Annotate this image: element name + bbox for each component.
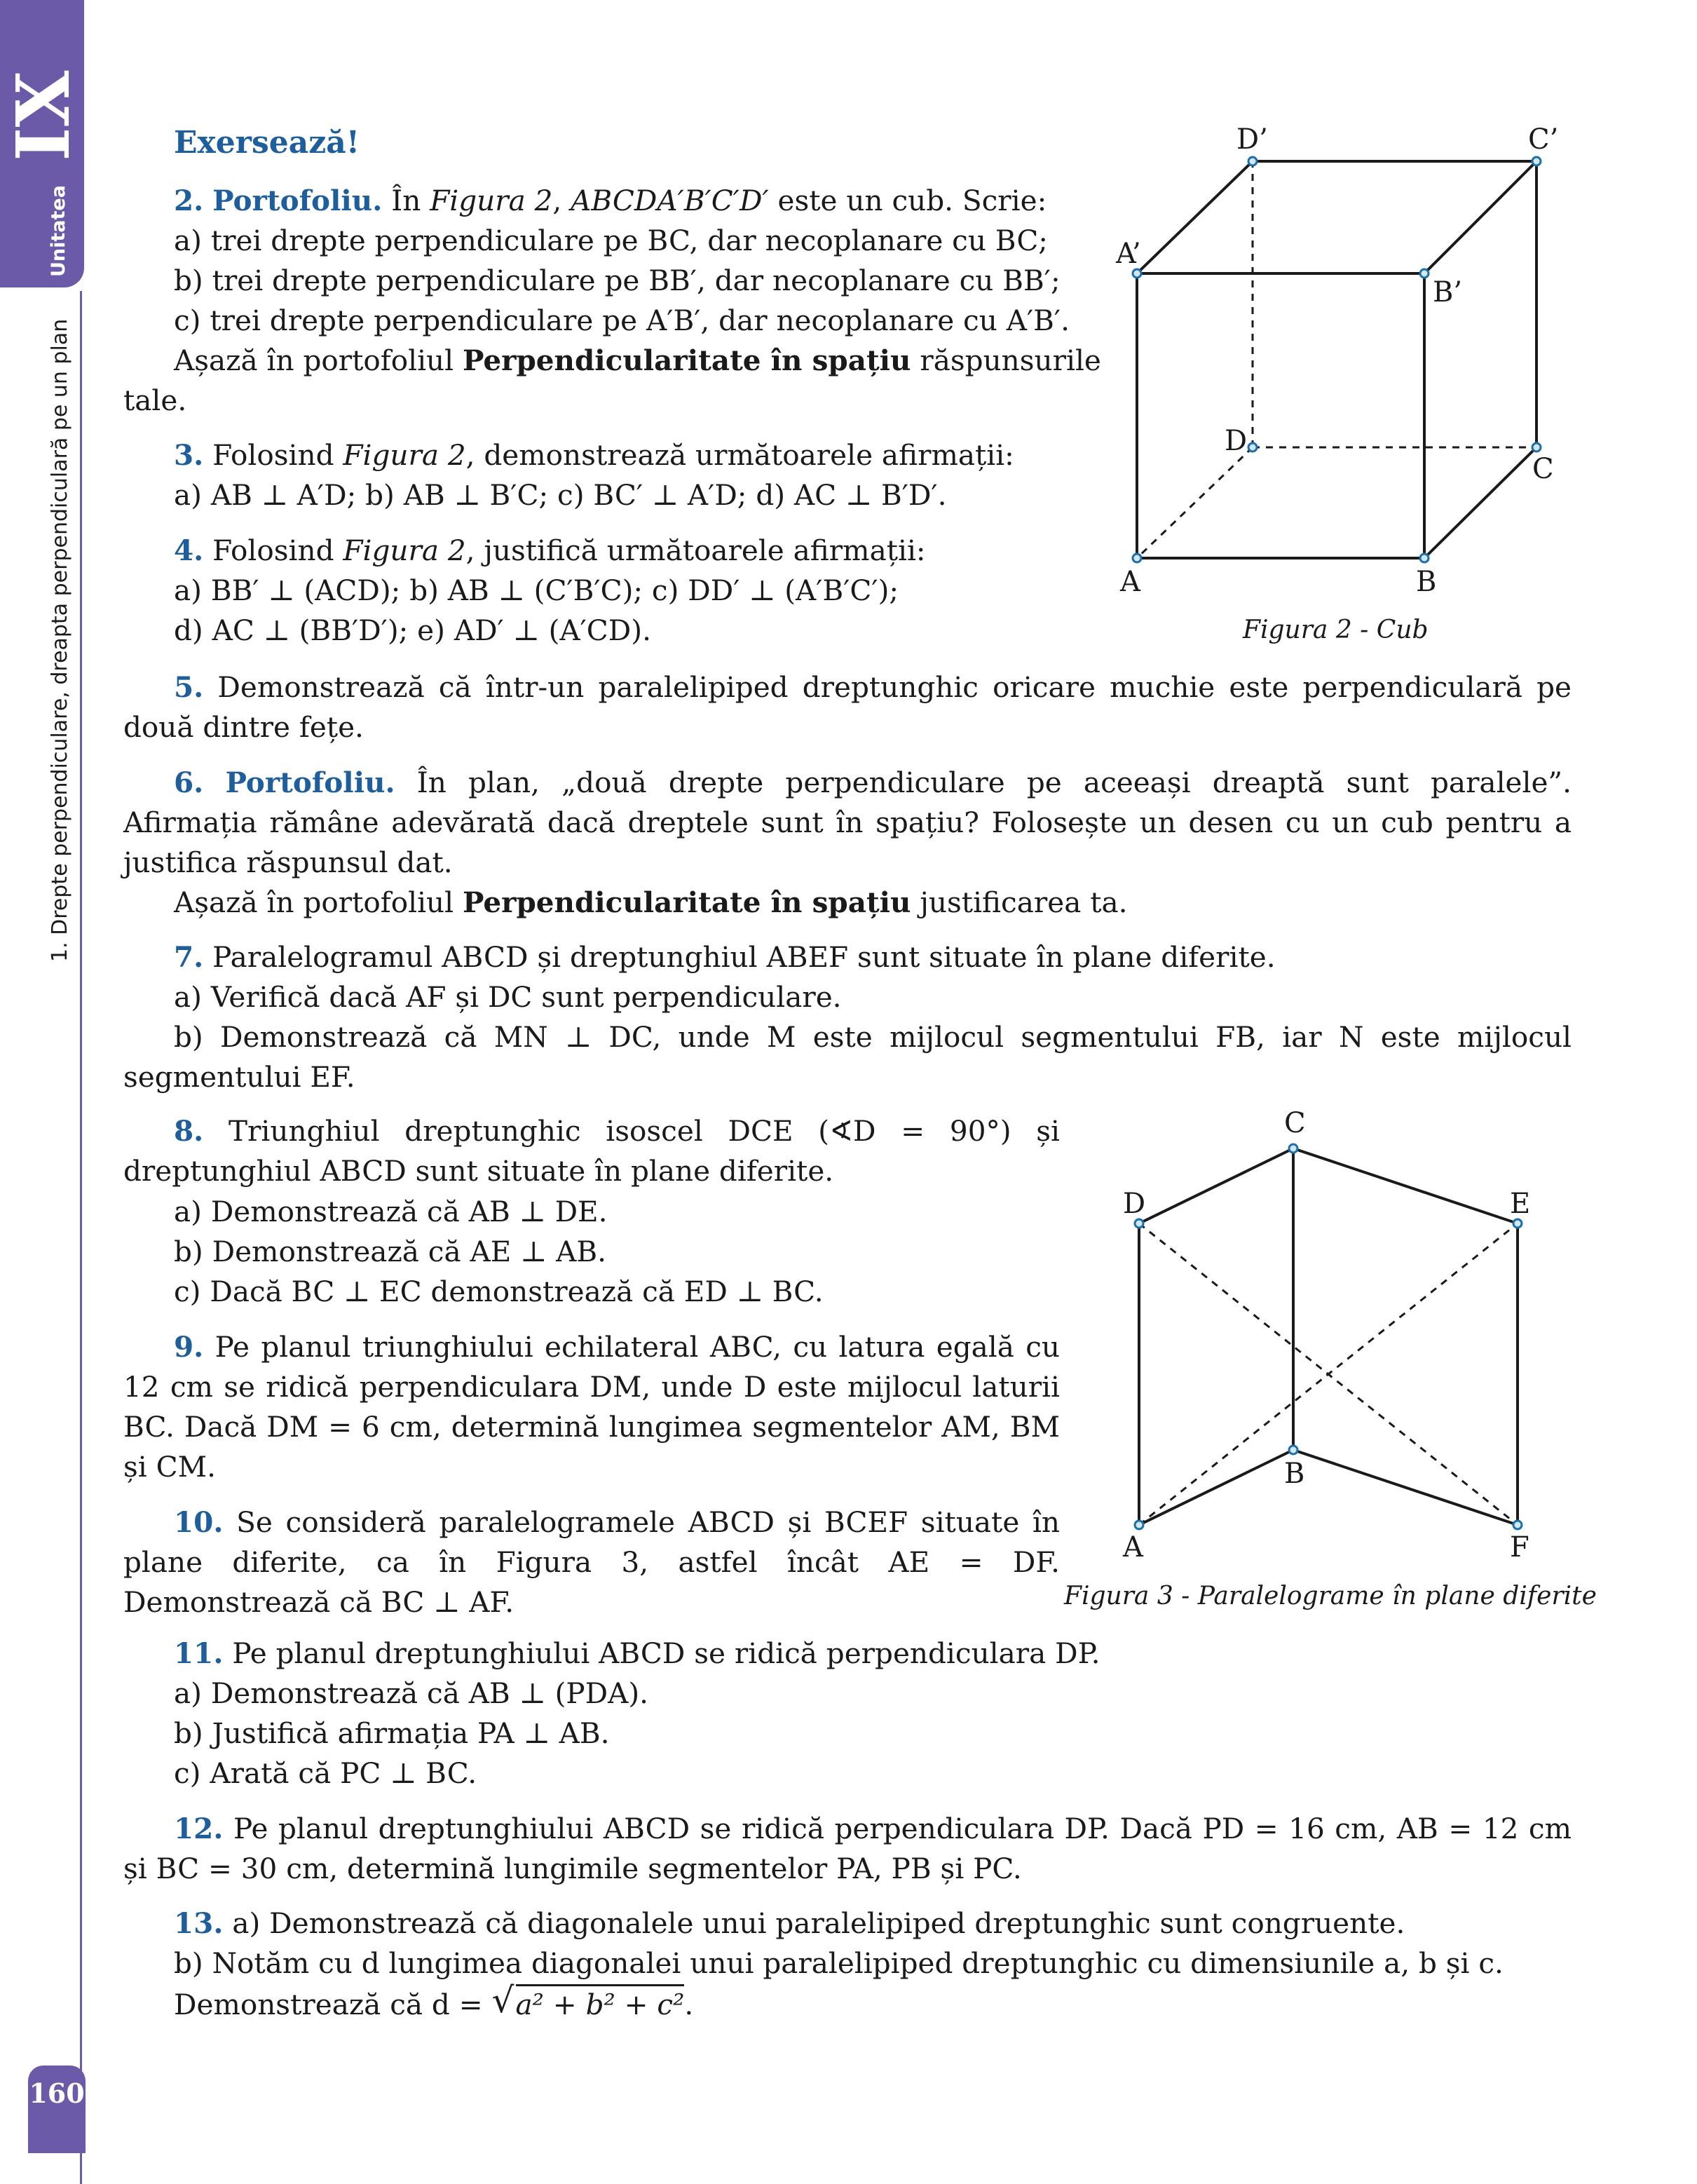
- exercise-number: 2.: [174, 184, 204, 217]
- vertex-b: [1420, 554, 1429, 562]
- vertex-c: [1289, 1144, 1297, 1153]
- section-heading: Exersează!: [174, 125, 360, 161]
- label-c: C: [1532, 453, 1554, 485]
- exercise-9: 9. Pe planul triunghiului echilateral ABC, cu latura egală cu 12 cm se ridică perpendiculara DM, unde D este mijlocul laturii BC. Dacă DM = 6 cm, determină lungimea segmentelor AM, BM și CM.: [123, 1330, 1060, 1484]
- unit-number: IX: [0, 70, 86, 161]
- exercise-8-intro: 8. Triunghiul dreptunghic isoscel DCE (∢D = 90°) și dreptunghiul ABCD sunt situate în plane diferite.: [123, 1114, 1060, 1188]
- label-d1: D’: [1236, 123, 1268, 156]
- square-root: √ a² + b² + c²: [491, 1980, 685, 2021]
- figure-2-caption: Figura 2 - Cub: [1243, 616, 1429, 644]
- label-f: F: [1510, 1531, 1529, 1564]
- figure-2-cube: [1100, 112, 1591, 659]
- label-c: C: [1284, 1107, 1306, 1139]
- exercise-8-item-c: c) Dacă BC ⊥ EC demonstrează că ED ⊥ BC.: [174, 1275, 824, 1308]
- exercise-8-item-b: b) Demonstrează că AE ⊥ AB.: [174, 1235, 607, 1268]
- exercise-2-note-end: tale.: [123, 384, 187, 417]
- vertex-b1: [1420, 269, 1429, 278]
- unit-label: Unitatea: [48, 185, 69, 277]
- exercise-3-intro: 3. Folosind Figura 2, demonstrează următoarele afirmații:: [174, 438, 1014, 472]
- vertex-f: [1513, 1521, 1522, 1529]
- vertex-d: [1248, 443, 1257, 452]
- label-c1: C’: [1528, 123, 1559, 156]
- vertex-a: [1135, 1521, 1143, 1529]
- exercise-11-item-a: a) Demonstrează că AB ⊥ (PDA).: [174, 1676, 649, 1710]
- figure-3-parallelograms: [1093, 1101, 1556, 1578]
- portfolio-label: Portofoliu.: [212, 184, 383, 217]
- vertex-e: [1513, 1219, 1522, 1228]
- figure-reference: Figura 2: [430, 184, 553, 217]
- label-a: A: [1123, 1531, 1143, 1564]
- exercise-2-portfolio-note: Așază în portofoliul Perpendicularitate în spațiu răspunsurile: [174, 344, 1101, 377]
- label-b: B: [1284, 1458, 1305, 1490]
- figure-3-caption: Figura 3 - Paralelograme în plane diferite: [1064, 1582, 1597, 1610]
- exercise-13-item-a: 13. a) Demonstrează că diagonalele unui paralelipiped dreptunghic sunt congruente.: [174, 1906, 1405, 1940]
- edge-ad-hidden: [1137, 447, 1253, 558]
- label-b1: B’: [1433, 276, 1463, 308]
- exercise-7-item-a: a) Verifică dacă AF și DC sunt perpendiculare.: [174, 980, 842, 1014]
- label-a1: A’: [1116, 238, 1141, 270]
- edge-b1c1: [1424, 161, 1536, 273]
- exercise-6-portfolio-note: Așază în portofoliul Perpendicularitate în spațiu justificarea ta.: [174, 886, 1128, 919]
- exercise-4-line-1: a) BB′ ⊥ (ACD); b) AB ⊥ (C′B′C); c) DD′ ⊥ (A′B′C′);: [174, 574, 899, 607]
- exercise-7-item-b: b) Demonstrează că MN ⊥ DC, unde M este mijlocul segmentului FB, iar N este mijlocul segmentului EF.: [123, 1020, 1572, 1094]
- edge-bc: [1424, 447, 1536, 558]
- exercise-8-item-a: a) Demonstrează că AB ⊥ DE.: [174, 1195, 608, 1228]
- exercise-4-intro: 4. Folosind Figura 2, justifică următoarele afirmații:: [174, 534, 926, 567]
- vertex-a1: [1133, 269, 1141, 278]
- exercise-11-item-c: c) Arată că PC ⊥ BC.: [174, 1756, 477, 1790]
- exercise-2-item-a: a) trei drepte perpendiculare pe BC, dar necoplanare cu BC;: [174, 224, 1048, 257]
- label-a: A: [1120, 566, 1140, 598]
- cube-name: ABCDA′B′C′D′: [571, 184, 769, 217]
- exercise-2-item-c: c) trei drepte perpendiculare pe A′B′, dar necoplanare cu A′B′.: [174, 304, 1070, 337]
- sidebar-rule: [80, 291, 82, 2184]
- edge-ce: [1293, 1148, 1518, 1223]
- exercise-11-intro: 11. Pe planul dreptunghiului ABCD se ridică perpendiculara DP.: [174, 1636, 1100, 1670]
- label-d: D: [1123, 1188, 1146, 1220]
- edge-bf: [1293, 1450, 1518, 1525]
- exercise-4-line-2: d) AC ⊥ (BB′D′); e) AD′ ⊥ (A′CD).: [174, 613, 651, 647]
- figure-reference: Figura 2: [343, 534, 466, 567]
- label-b: B: [1416, 566, 1437, 598]
- vertex-d1: [1248, 157, 1257, 165]
- label-d: D: [1225, 425, 1248, 457]
- exercise-3-items: a) AB ⊥ A′D; b) AB ⊥ B′C; c) BC′ ⊥ A′D; d) AC ⊥ B′D′.: [174, 478, 947, 512]
- exercise-5: 5. Demonstrează că într-un paralelipiped dreptunghic oricare muchie este perpendiculară pe două dintre fețe.: [123, 670, 1572, 744]
- edge-dc: [1139, 1148, 1293, 1223]
- figure-reference: Figura 2: [343, 438, 466, 472]
- exercise-10: 10. Se consideră paralelogramele ABCD și BCEF situate în plane diferite, ca în Figura 3, astfel încât AE = DF. Demonstrează că BC ⊥ AF.: [123, 1505, 1060, 1619]
- label-e: E: [1510, 1188, 1531, 1220]
- vertex-d: [1135, 1219, 1143, 1228]
- exercise-2-intro: 2. Portofoliu. În Figura 2, ABCDA′B′C′D′ este un cub. Scrie:: [174, 184, 1047, 217]
- vertex-c: [1532, 443, 1541, 452]
- exercise-2-item-b: b) trei drepte perpendiculare pe BB′, dar necoplanare cu BB′;: [174, 264, 1061, 297]
- edge-d1a1: [1137, 161, 1253, 273]
- edge-ab: [1139, 1450, 1293, 1525]
- exercise-12: 12. Pe planul dreptunghiului ABCD se ridică perpendiculara DP. Dacă PD = 16 cm, AB = 12 cm și BC = 30 cm, determină lungimile segmentelor PA, PB și PC.: [123, 1812, 1572, 1885]
- vertex-b: [1289, 1446, 1297, 1454]
- exercise-7-intro: 7. Paralelogramul ABCD și dreptunghiul ABEF sunt situate în plane diferite.: [174, 940, 1276, 974]
- portfolio-label: Portofoliu.: [225, 766, 395, 799]
- vertex-c1: [1532, 157, 1541, 165]
- vertex-a: [1133, 554, 1141, 562]
- exercise-11-item-b: b) Justifică afirmația PA ⊥ AB.: [174, 1716, 610, 1750]
- exercise-13-formula: Demonstrează că d = √ a² + b² + c².: [174, 1985, 693, 2025]
- chapter-title: 1. Drepte perpendiculare, dreapta perpendiculară pe un plan: [48, 318, 72, 962]
- exercise-6: 6. Portofoliu. În plan, „două drepte perpendiculare pe aceeași dreaptă sunt paralele”. Afirmația rămâne adevărată dacă dreptele sunt în spațiu? Folosește un desen cu un cub pentru a justifica răspunsul dat.: [123, 766, 1572, 879]
- page-number: 160: [29, 2077, 85, 2109]
- exercise-13-item-b: b) Notăm cu d lungimea diagonalei unui paralelipiped dreptunghic cu dimensiunile a, b și c.: [174, 1946, 1504, 1980]
